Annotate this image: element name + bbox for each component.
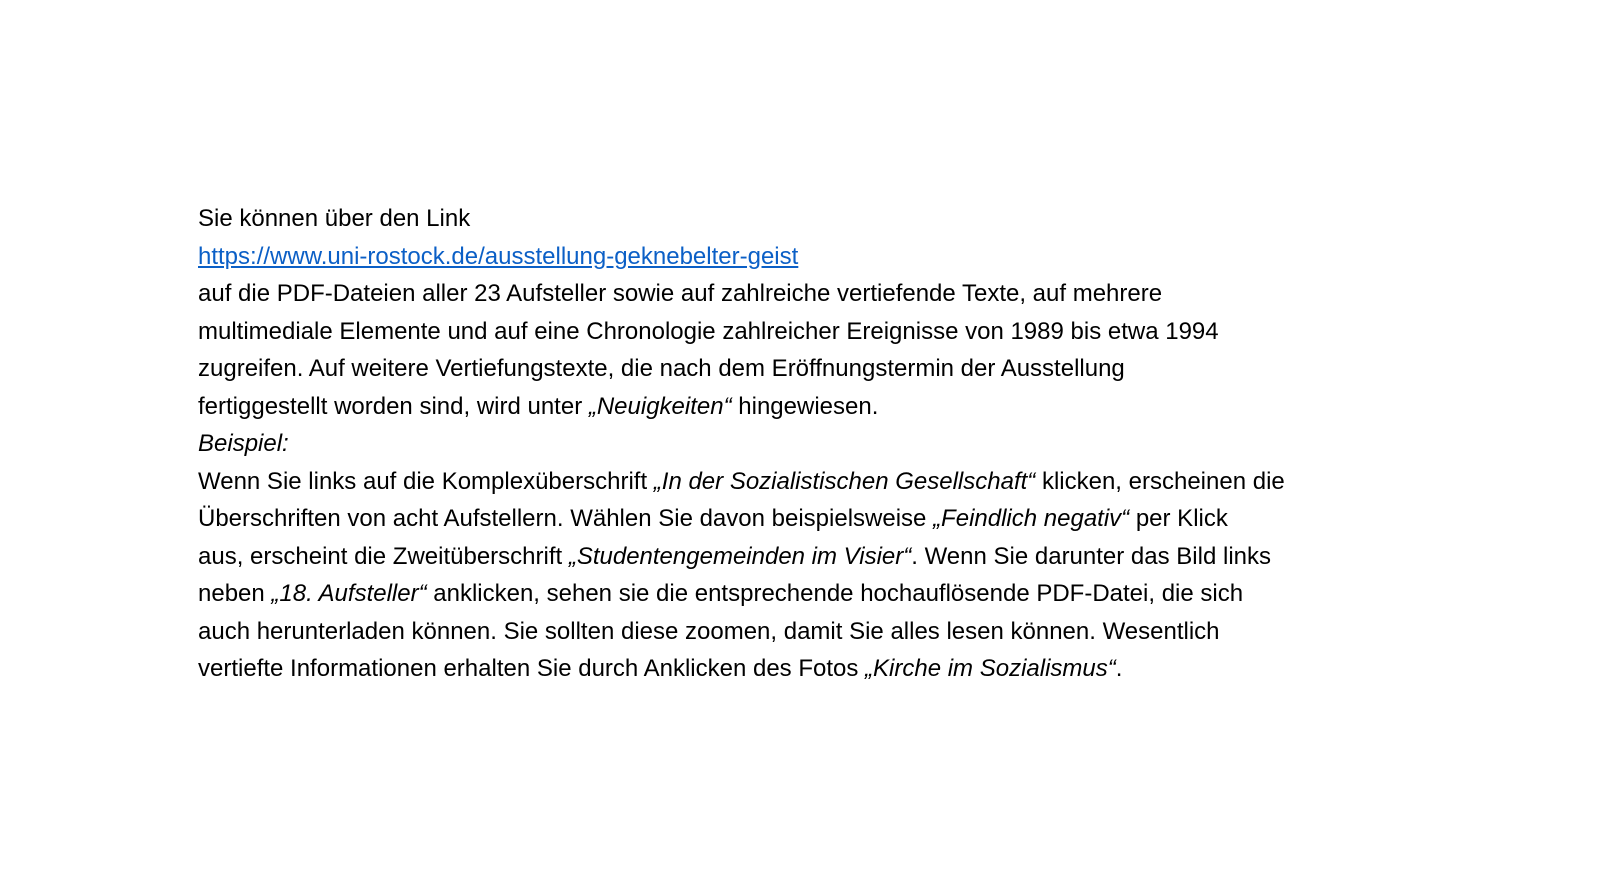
text-segment: anklicken, sehen sie die entsprechende hochauflösende PDF-Datei, die sich bbox=[426, 580, 1244, 607]
emphasis-sozialistische-gesellschaft: „In der Sozialistischen Gesellschaft“ bbox=[653, 467, 1036, 495]
emphasis-neuigkeiten: „Neuigkeiten“ bbox=[588, 392, 732, 420]
paragraph2-line2 bbox=[198, 500, 1518, 538]
example-label-text: Beispiel: bbox=[198, 430, 289, 457]
exhibition-link[interactable]: https://www.uni-rostock.de/ausstellung-geknebelter-geist bbox=[198, 242, 799, 270]
text-segment: Wenn Sie links auf die Komplexüberschrift bbox=[198, 467, 654, 495]
document-body bbox=[198, 200, 1518, 688]
emphasis-feindlich-negativ: „Feindlich negativ“ bbox=[933, 505, 1130, 532]
emphasis-studentengemeinden: „Studentengemeinden im Visier“ bbox=[568, 542, 912, 570]
text-segment: vertiefte Informationen erhalten Sie durch Anklicken des Fotos bbox=[198, 655, 866, 682]
emphasis-18-aufsteller: „18. Aufsteller“ bbox=[271, 580, 427, 607]
paragraph2-line5: auch herunterladen können. Sie sollten diese zoomen, damit Sie alles lesen können. Wesentlich bbox=[198, 617, 1220, 645]
text-segment: . Wenn Sie darunter das Bild links bbox=[911, 542, 1271, 570]
paragraph1-line4 bbox=[198, 388, 1518, 426]
paragraph2-line1 bbox=[198, 463, 1518, 501]
emphasis-kirche-im-sozialismus: „Kirche im Sozialismus“ bbox=[865, 655, 1116, 682]
text-segment: neben bbox=[198, 580, 272, 607]
paragraph2-line6 bbox=[198, 650, 1518, 688]
link-line bbox=[198, 238, 1518, 276]
paragraph2-line3 bbox=[198, 538, 1518, 576]
text-segment: klicken, erscheinen die bbox=[1035, 467, 1285, 495]
example-label bbox=[198, 425, 1518, 463]
text-segment: . bbox=[1115, 655, 1123, 682]
text-segment: hingewiesen. bbox=[731, 392, 879, 420]
paragraph1-line3: zugreifen. Auf weitere Vertiefungstexte, die nach dem Eröffnungstermin der Ausstellung bbox=[198, 355, 1125, 382]
text-segment: Überschriften von acht Aufstellern. Wählen Sie davon beispielsweise bbox=[198, 505, 934, 532]
text-segment: aus, erscheint die Zweitüberschrift bbox=[198, 542, 569, 570]
text-segment: fertiggestellt worden sind, wird unter bbox=[198, 392, 589, 420]
paragraph1-line2: multimediale Elemente und auf eine Chronologie zahlreicher Ereignisse von 1989 bis etwa 1994 bbox=[198, 317, 1219, 345]
intro-text: Sie können über den Link bbox=[198, 205, 471, 232]
paragraph1-line1: auf die PDF-Dateien aller 23 Aufsteller sowie auf zahlreiche vertiefende Texte, auf mehrere bbox=[198, 280, 1163, 307]
paragraph2-line4 bbox=[198, 575, 1518, 613]
text-segment: per Klick bbox=[1129, 505, 1228, 532]
